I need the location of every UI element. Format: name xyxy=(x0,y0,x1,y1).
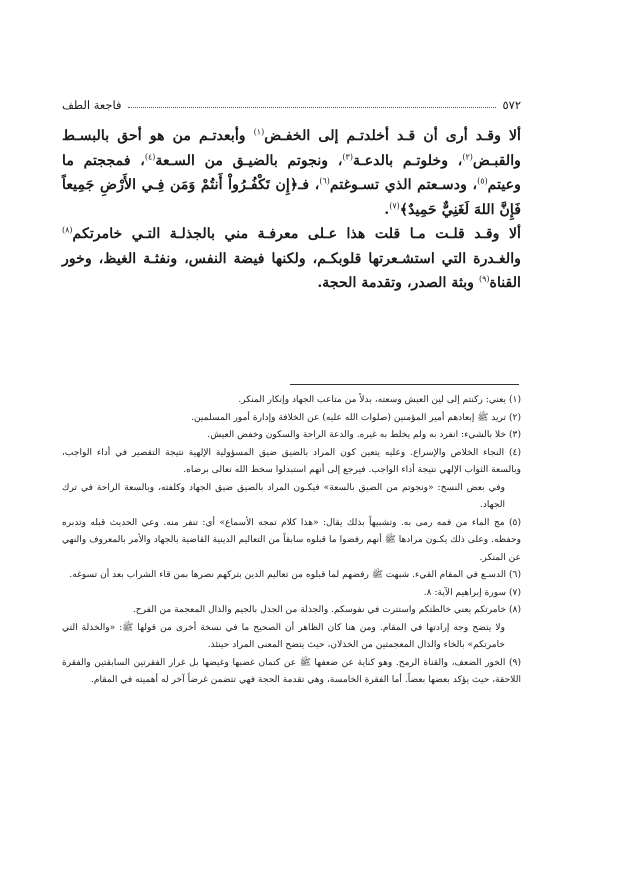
footnote-ref-9[interactable]: (٩) xyxy=(478,274,490,284)
footnote-text: تريد ﷺ إبعادهم أمير المؤمنين (صلوات الله عليه) عن الخلافة وإدارة أمور المسلمين. xyxy=(191,412,507,423)
main-paragraph-2 xyxy=(62,222,521,296)
footnotes xyxy=(62,392,521,690)
footnote-text: خامرتكم يعني خالطتكم واستترت في نفوسكم. والجذلة من الجذل بالجيم والذال المعجمة من الفرح. xyxy=(132,605,507,615)
footnote-text: مج الماء من فمه رمى به. وتشبيهاً بذلك يقال: «هذا كلام تمجه الأسماع» أي: تنفر منه. وعي الحديث قبله وتدبره وحفظه. وعلى ذلك يكـون مرادها ﷺ أنهم رفضوا ما قبلوه سابقاً من التعاليم الدينية القاضية بالجهاد والأمر بالمعروف والنهي عن المنكر. xyxy=(62,517,521,563)
footnote-ref-5[interactable]: (٥) xyxy=(477,176,488,186)
footnote-number: (٤) xyxy=(508,447,521,458)
footnote-1 xyxy=(62,392,521,410)
footnote-ref-8[interactable]: (٨) xyxy=(62,225,73,235)
header-title: فاجعة الطف xyxy=(62,98,122,112)
text-run: ، فـ xyxy=(298,177,320,193)
footnote-number: (٧) xyxy=(508,587,521,598)
text-run: وبثة الصدر، وتقدمة الحجة. xyxy=(317,275,479,291)
footnote-number: (٥) xyxy=(508,517,521,528)
quran-verse: ﴿إِن تَكْفُـرُواْ أَنتُمْ وَمَن فِـي الأَرْضِ جَمِيعاً فَإِنَّ اللهَ لَغَنِيٌّ حَمِيدٌ﴾ xyxy=(62,177,521,218)
text-run: ، ونجوتم بالضيـق من السـعة xyxy=(155,152,343,169)
footnote-text: يعني: ركنتم إلى لين العيش وسعته، بدلاً من متاعب الجهاد وإنكار المنكر. xyxy=(238,395,507,405)
footnote-number: (٨) xyxy=(508,605,521,615)
text-run: ، وخلوتـم بالدعـة xyxy=(352,152,463,169)
footnote-2 xyxy=(62,410,521,428)
footnote-text: سورة إبراهيم الآية: ٨. xyxy=(423,587,507,598)
footnote-5 xyxy=(62,515,521,568)
footnote-continuation: ولا يتضح وجه إرادتها في المقام. ومن هنا كان الظاهر أن الصحيح ما في نسخة أخرى من قولها ﷺ: «والخذلة التي خامرتكم» بالخاء والذال المعجمتين من الخذلان، حيث يتضح المعنى المراد حينئذ. xyxy=(62,622,505,650)
footnote-ref-3[interactable]: (٣) xyxy=(342,151,353,161)
footnote-number: (٢) xyxy=(508,412,521,423)
text-run: ، فمججتم ما وعيتم xyxy=(62,152,521,193)
footnote-ref-4[interactable]: (٤) xyxy=(144,151,156,161)
footnote-4 xyxy=(62,445,521,515)
footnote-separator xyxy=(290,384,519,385)
footnote-number: (١) xyxy=(508,395,521,405)
footnote-ref-2[interactable]: (٢) xyxy=(462,151,473,161)
text-run: ، ودسـعتم الذي تسـوغتم xyxy=(329,177,478,193)
running-header xyxy=(62,97,521,113)
main-paragraph-1 xyxy=(62,124,521,222)
text-run: ألا وقـد قلـت مـا قلت هذا عـلى معرفـة مني بالجذلـة التـي خامرتكم xyxy=(72,226,521,242)
header-dotted-leader xyxy=(128,107,497,108)
footnote-9 xyxy=(62,655,521,690)
footnote-3 xyxy=(62,427,521,445)
footnote-7 xyxy=(62,585,521,603)
footnote-ref-6[interactable]: (٦) xyxy=(319,176,330,186)
footnote-text: الخور الضعف، والقناة الرمح. وهو كناية عن ضعفها ﷺ عن كتمان غضبها وغيضها بل غرار الفقرتين السابقتين والفقرة اللاحقة، حيث يؤكد بعضها بعضاً. أما الفقرة الخامسة، وهي تقدمة الحجة فهي تتضمن غرضاً آخر له أهميته في المقام. xyxy=(62,657,521,685)
footnote-ref-1[interactable]: (١) xyxy=(253,127,265,137)
main-text xyxy=(62,124,521,296)
text-run: . xyxy=(384,201,390,218)
footnote-number: (٦) xyxy=(508,570,521,580)
footnote-6 xyxy=(62,567,521,585)
footnote-ref-7[interactable]: (٧) xyxy=(389,200,400,210)
footnote-text: النجاء الخلاص والإسراع. وعليه يتعين كون المراد بالضيق ضيق المسؤولية الإلهية نتيجة التقصير في أداء الواجب، وبالسعة الثواب الإلهي نتيجة أداء الواجب. فيرجع إلى أنهم استبدلوا سخط الله تعالى برضاه. xyxy=(62,447,521,475)
footnote-8 xyxy=(62,602,521,655)
footnote-text: الدسـع في المقام القيء. شبهت ﷺ رفضهم لما قبلوه من تعاليم الدين بتركهم نصرها بمن قاء الشراب بعد أن تسوغه. xyxy=(69,570,507,580)
text-run: وأبعدتـم من هو أحق بالبسـط والقبـض xyxy=(62,128,521,169)
page-number: ٥٧٢ xyxy=(502,98,521,112)
footnote-number: (٣) xyxy=(508,430,521,440)
footnote-number: (٩) xyxy=(508,657,521,668)
text-run: والغـدرة التي استشـعرتها قلوبكـم، ولكنها فيضة النفس، ونفثـة الغيظ، وخور القناة xyxy=(62,250,521,291)
footnote-continuation: وفي بعض النسخ: «ونجوتم من الضيق بالسعة» فيكـون المراد بالضيق ضيق الجهاد وكلفته، وبالسعة الراحة في ترك الجهاد. xyxy=(62,482,505,510)
text-run: ألا وقـد أرى أن قـد أخلدتـم إلى الخفـض xyxy=(264,128,522,144)
footnote-text: خلا بالشيء: انفرد به ولم يخلط به غيره. والدعة الراحة والسكون وخفض العيش. xyxy=(207,430,507,440)
